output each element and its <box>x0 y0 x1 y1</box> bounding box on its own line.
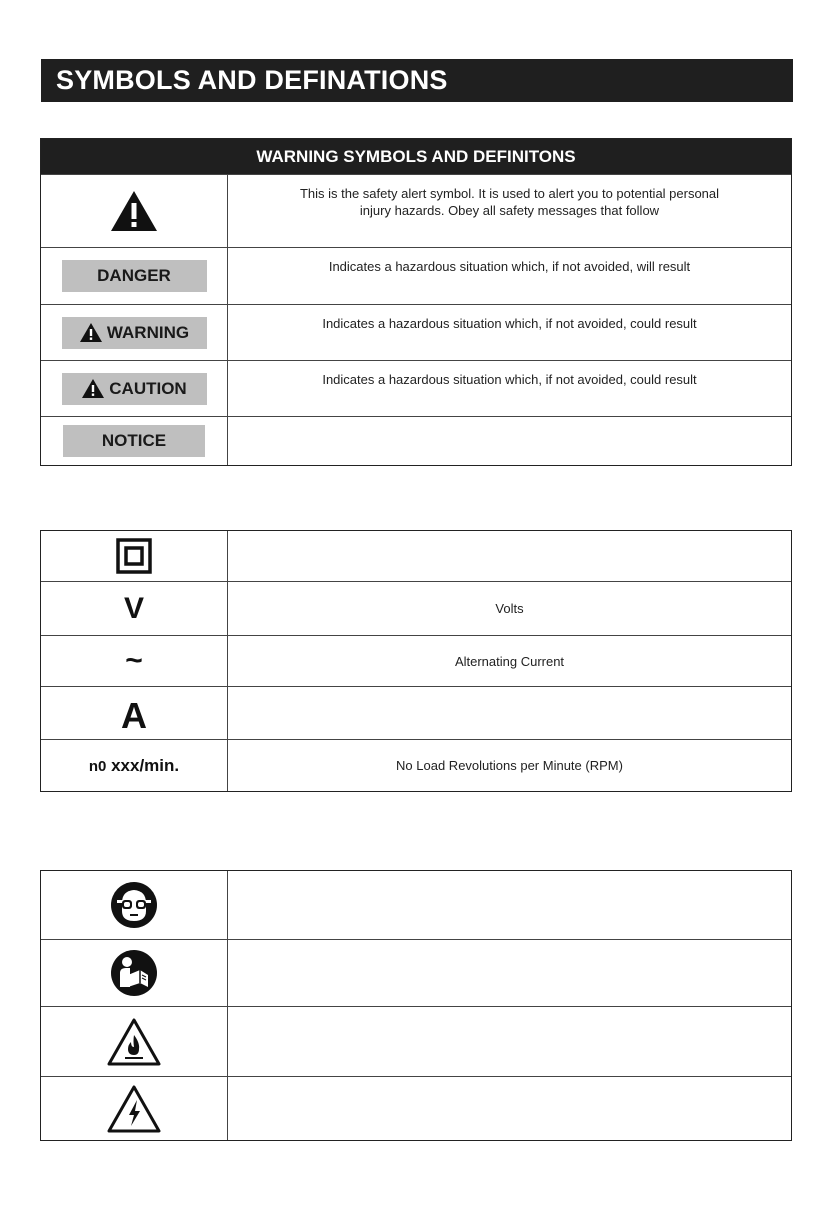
symbol-cell <box>41 871 228 939</box>
table-row <box>41 1076 791 1140</box>
symbol-cell <box>41 361 228 416</box>
table-row <box>41 635 791 686</box>
table-row <box>41 360 791 416</box>
symbol-cell <box>41 636 228 686</box>
table-row <box>41 416 791 465</box>
notice-label: NOTICE <box>63 425 205 457</box>
symbol-cell <box>41 582 228 635</box>
table-row <box>41 304 791 360</box>
amperes-symbol: A <box>121 695 147 736</box>
warning-triangle-icon <box>79 322 103 343</box>
alternating-current-symbol: ~ <box>125 644 143 677</box>
definition-cell <box>228 531 791 581</box>
symbol-cell <box>41 248 228 304</box>
definition-cell: Indicates a hazardous situation which, if not avoided, will result <box>328 259 691 274</box>
double-insulation-icon <box>116 538 152 574</box>
no-load-speed-prefix: n0 <box>88 757 107 775</box>
electrical-symbols-table <box>40 530 792 792</box>
table-row <box>41 581 791 635</box>
definition-cell: No Load Revolutions per Minute (RPM) <box>396 758 623 773</box>
symbol-cell <box>41 417 228 465</box>
definition-cell: Indicates a hazardous situation which, if not avoided, could result <box>322 372 697 387</box>
symbol-cell <box>41 305 228 360</box>
caution-label-text: CAUTION <box>109 378 187 398</box>
table-row <box>41 739 791 791</box>
safety-symbols-table <box>40 870 792 1141</box>
table-row <box>41 174 791 247</box>
electric-shock-icon <box>106 1084 162 1134</box>
caution-triangle-icon <box>81 378 105 399</box>
table-row <box>41 1006 791 1076</box>
warning-label-text: WARNING <box>106 322 190 342</box>
warning-table-header: WARNING SYMBOLS AND DEFINITONS <box>41 139 791 174</box>
definition-cell: Indicates a hazardous situation which, if not avoided, could result <box>322 316 697 331</box>
definition-cell <box>228 417 791 465</box>
definition-cell <box>228 1007 791 1076</box>
fire-hazard-icon <box>106 1017 162 1067</box>
read-manual-icon <box>110 949 158 997</box>
eye-protection-icon <box>110 881 158 929</box>
volts-symbol: V <box>123 591 144 625</box>
safety-alert-triangle-icon <box>109 189 159 233</box>
page-title: SYMBOLS AND DEFINATIONS <box>41 59 793 102</box>
symbol-cell <box>41 687 228 739</box>
warning-label <box>62 317 207 349</box>
table-row <box>41 871 791 939</box>
definition-cell: Volts <box>495 601 524 616</box>
table-row <box>41 531 791 581</box>
symbol-cell <box>41 740 228 791</box>
definition-cell: This is the safety alert symbol. It is used to alert you to potential personal injury hazards. Obey all safety messages that follow <box>299 186 720 218</box>
table-row <box>41 939 791 1006</box>
definition-cell <box>228 687 791 739</box>
table-row <box>41 247 791 304</box>
danger-label: DANGER <box>62 260 207 292</box>
symbol-cell <box>41 1007 228 1076</box>
symbol-cell <box>41 175 228 247</box>
symbol-cell <box>41 940 228 1006</box>
definition-cell <box>228 1077 791 1140</box>
caution-label <box>62 373 207 405</box>
symbol-cell <box>41 1077 228 1140</box>
table-row <box>41 686 791 739</box>
no-load-speed-symbol <box>89 756 179 776</box>
no-load-speed-text: xxx/min. <box>106 755 180 775</box>
definition-cell <box>228 940 791 1006</box>
symbol-cell <box>41 531 228 581</box>
definition-cell <box>228 871 791 939</box>
definition-cell: Alternating Current <box>454 653 565 669</box>
warning-symbols-table <box>40 138 792 466</box>
